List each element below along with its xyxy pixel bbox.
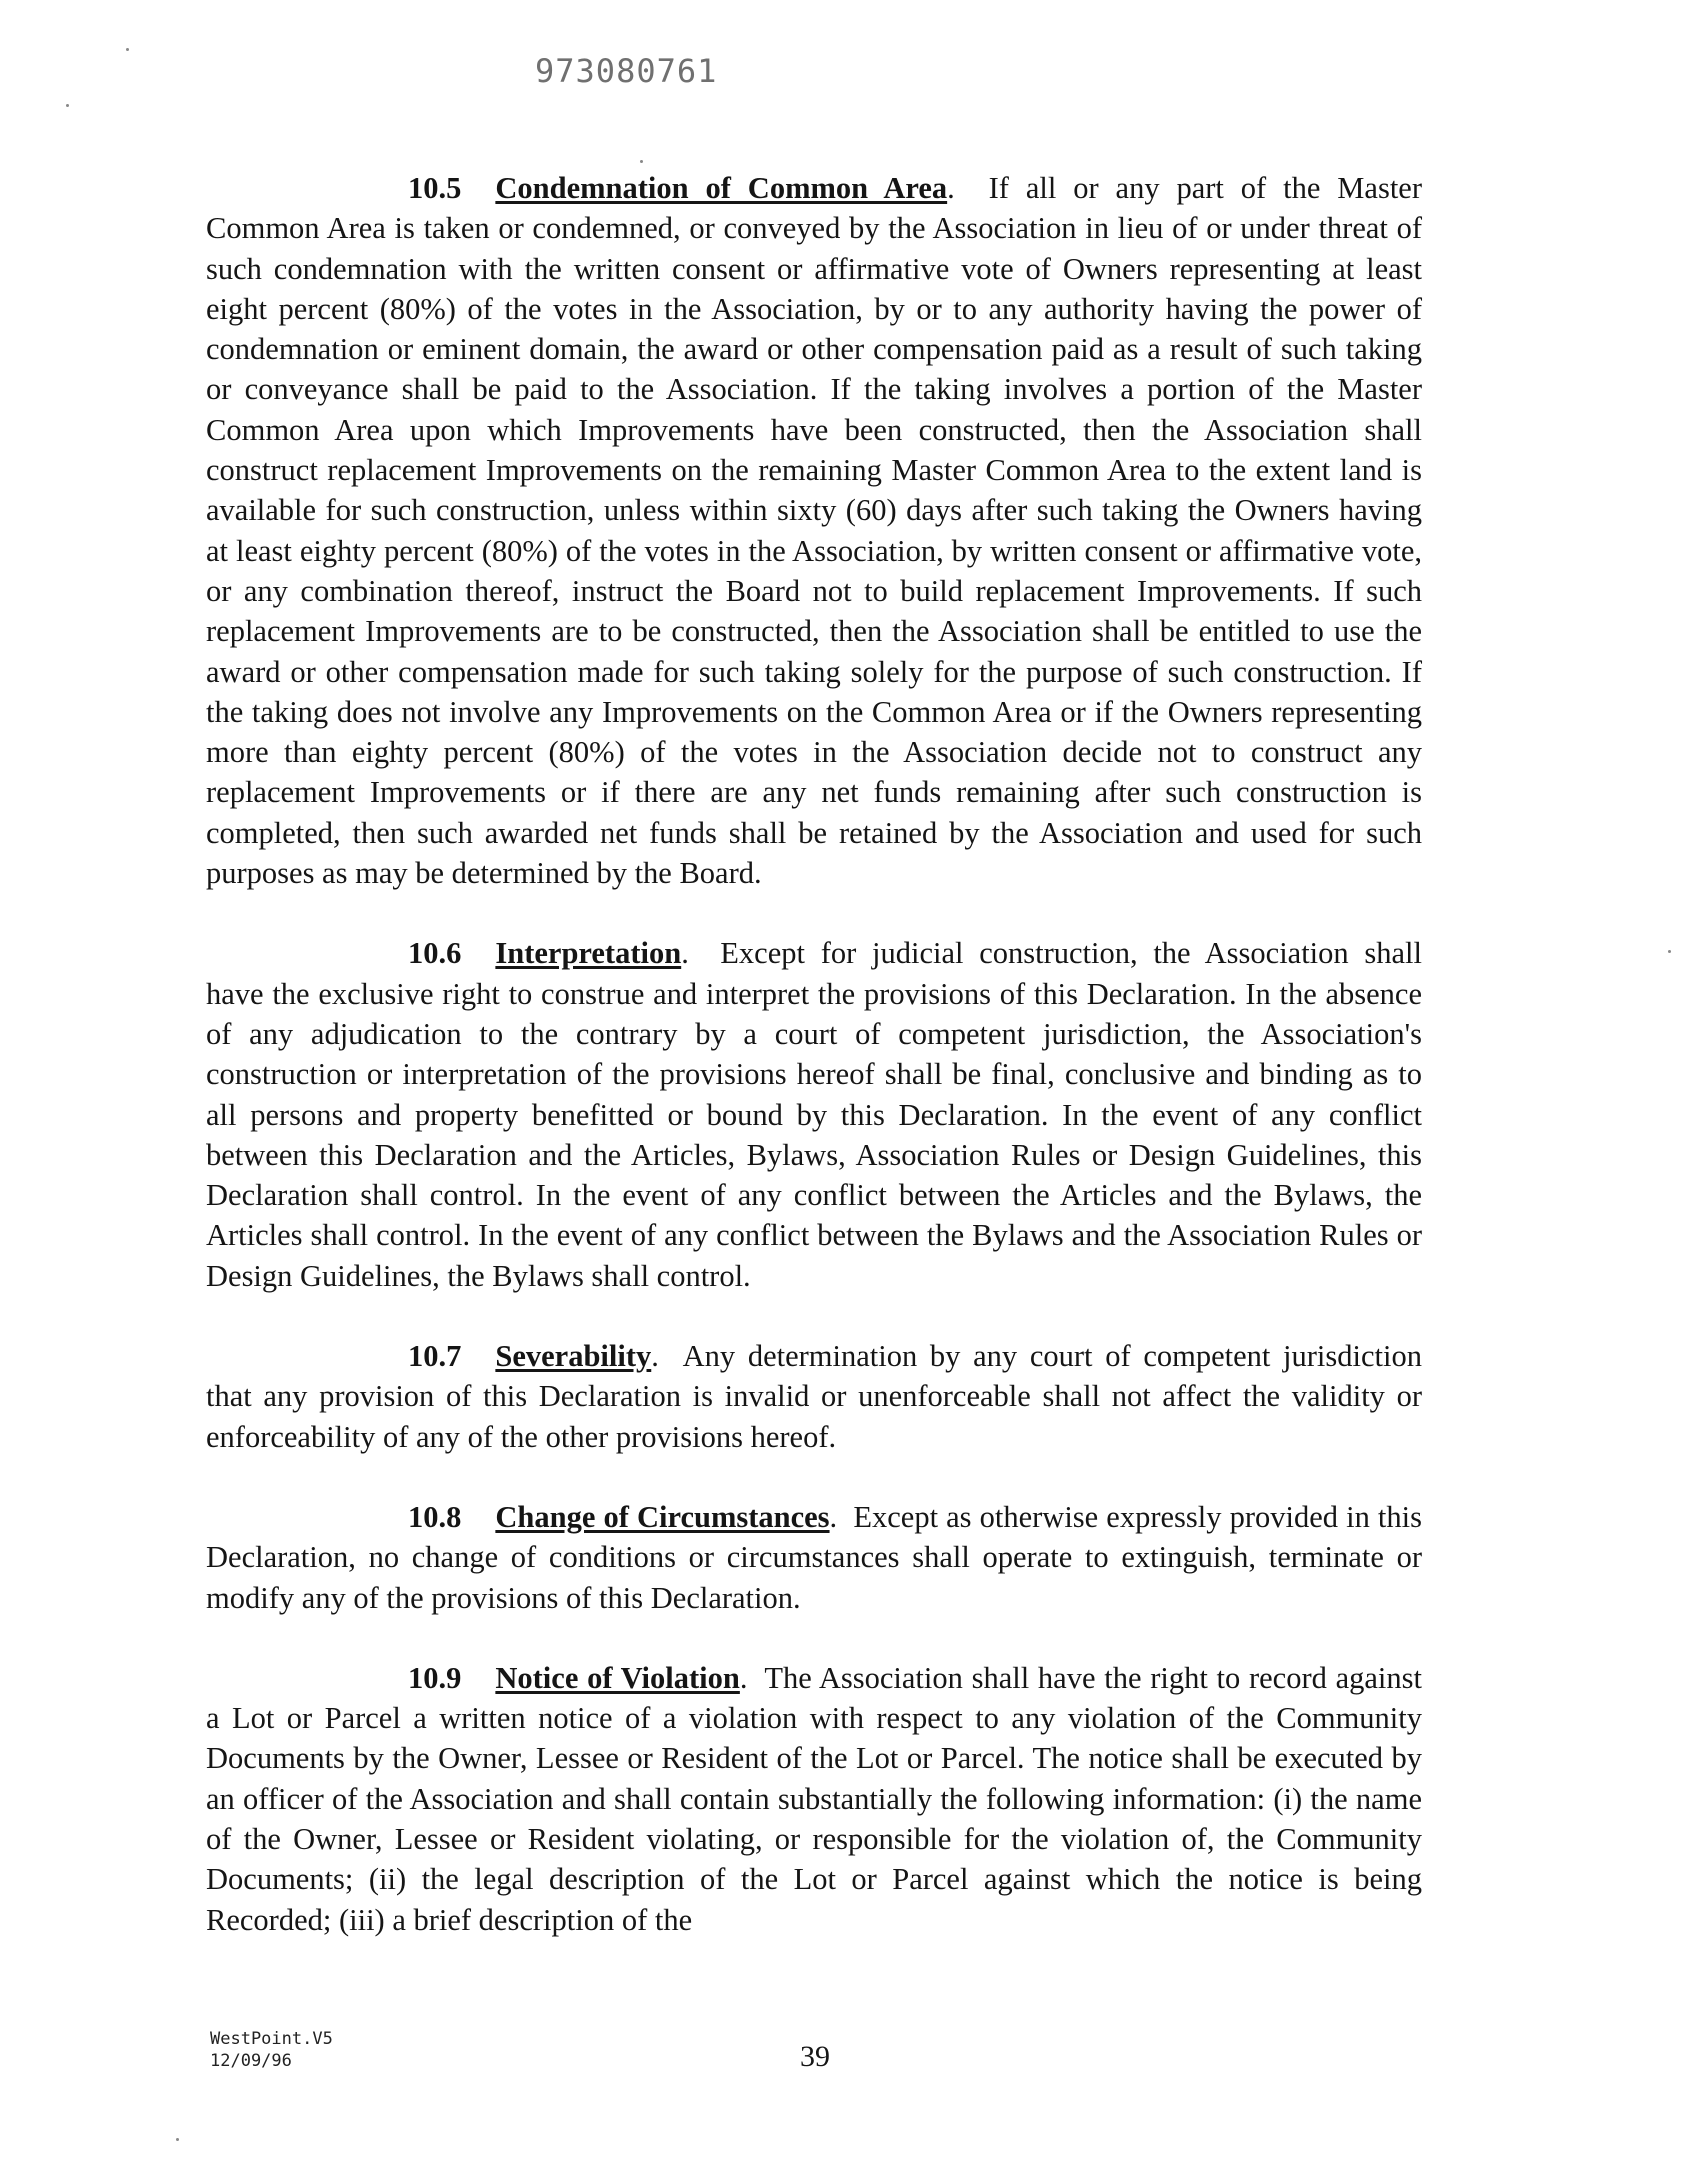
section-number: 10.7 xyxy=(408,1339,462,1374)
section-number: 10.8 xyxy=(408,1499,462,1534)
footer-file-name: WestPoint.V5 xyxy=(210,2029,333,2049)
page-number: 39 xyxy=(800,2040,830,2073)
document-number-stamp: 973080761 xyxy=(535,52,718,90)
section-10-9: 10.9 Notice of Violation. The Association shall have the right to record against a Lot or Parcel a written notice of a violation with respect to any violation of the Community Documents by the Owner, Lessee or Resident of the Lot or Parcel. The notice shall be executed by an officer of the Association and shall contain substantially the following information: (i) the name of the Owner, Lessee or Resident violating, or responsible for the violation of, the Community Documents; (ii) the legal description of the Lot or Parcel against which the notice is being Recorded; (iii) a brief description of the xyxy=(206,1658,1422,1940)
section-title: Condemnation of Common Area xyxy=(495,171,948,205)
footer-file-info xyxy=(210,2028,333,2072)
section-text: Any determination by any court of competent jurisdiction that any provision of this Declaration is invalid or unenforceable shall not affect the validity or enforceability of any of the other provisions hereof. xyxy=(206,1339,1422,1454)
scan-speck xyxy=(1668,950,1671,953)
section-title: Change of Circumstances xyxy=(495,1499,830,1534)
section-text: Except for judicial construction, the Association shall have the exclusive right to construe and interpret the provisions of this Declaration. In the absence of any adjudication to the contrary by a court of competent jurisdiction, the Association's construction or interpretation of the provisions hereof shall be final, conclusive and binding as to all persons and property benefitted or bound by this Declaration. In the event of any conflict between this Declaration and the Articles, Bylaws, Association Rules or Design Guidelines, this Declaration shall control. In the event of any conflict between the Articles and the Bylaws, the Articles shall control. In the event of any conflict between the Bylaws and the Association Rules or Design Guidelines, the Bylaws shall control. xyxy=(206,936,1422,1293)
footer-date: 12/09/96 xyxy=(210,2051,292,2071)
section-title: Interpretation xyxy=(495,936,682,971)
scan-speck xyxy=(640,160,643,163)
scan-speck xyxy=(66,104,69,107)
section-number: 10.9 xyxy=(408,1660,462,1695)
section-text: Except as otherwise expressly provided in this Declaration, no change of conditions or circumstances shall operate to extinguish, terminate or modify any of the provisions of this Declaration. xyxy=(206,1499,1422,1615)
section-title: Notice of Violation xyxy=(495,1660,740,1695)
section-text: The Association shall have the right to record against a Lot or Parcel a written notice of a violation with respect to any violation of the Community Documents by the Owner, Lessee or Resident of the Lot or Parcel. The notice shall be executed by an officer of the Association and shall contain substantially the following information: (i) the name of the Owner, Lessee or Resident violating, or responsible for the violation of, the Community Documents; (ii) the legal description of the Lot or Parcel against which the notice is being Recorded; (iii) a brief description of the xyxy=(206,1660,1422,1937)
scan-speck xyxy=(126,48,129,51)
document-body xyxy=(206,168,1422,1940)
section-10-5: 10.5 Condemnation of Common Area. If all or any part of the Master Common Area is taken or condemned, or conveyed by the Association in lieu of or under threat of such condemnation with the written consent or affirmative vote of Owners representing at least eight percent (80%) of the votes in the Association, by or to any authority having the power of condemnation or eminent domain, the award or other compensation paid as a result of such taking or conveyance shall be paid to the Association. If the taking involves a portion of the Master Common Area upon which Improvements have been constructed, then the Association shall construct replacement Improvements on the remaining Master Common Area to the extent land is available for such construction, unless within sixty (60) days after such taking the Owners having at least eighty percent (80%) of the votes in the Association, by written consent or affirmative vote, or any combination thereof, instruct the Board not to build replacement Improvements. If such replacement Improvements are to be constructed, then the Association shall be entitled to use the award or other compensation made for such taking solely for the purpose of such construction. If the taking does not involve any Improvements on the Common Area or if the Owners representing more than eighty percent (80%) of the votes in the Association decide not to construct any replacement Improvements or if there are any net funds remaining after such construction is completed, then such awarded net funds shall be retained by the Association and used for such purposes as may be determined by the Board. xyxy=(206,168,1422,893)
section-number: 10.5 xyxy=(408,171,462,205)
section-10-6: 10.6 Interpretation. Except for judicial construction, the Association shall have the exclusive right to construe and interpret the provisions of this Declaration. In the absence of any adjudication to the contrary by a court of competent jurisdiction, the Association's construction or interpretation of the provisions hereof shall be final, conclusive and binding as to all persons and property benefitted or bound by this Declaration. In the event of any conflict between this Declaration and the Articles, Bylaws, Association Rules or Design Guidelines, this Declaration shall control. In the event of any conflict between the Articles and the Bylaws, the Articles shall control. In the event of any conflict between the Bylaws and the Association Rules or Design Guidelines, the Bylaws shall control. xyxy=(206,933,1422,1296)
section-10-7: 10.7 Severability. Any determination by any court of competent jurisdiction that any provision of this Declaration is invalid or unenforceable shall not affect the validity or enforceability of any of the other provisions hereof. xyxy=(206,1336,1422,1457)
section-text: If all or any part of the Master Common Area is taken or condemned, or conveyed by the Association in lieu of or under threat of such condemnation with the written consent or affirmative vote of Owners representing at least eight percent (80%) of the votes in the Association, by or to any authority having the power of condemnation or eminent domain, the award or other compensation paid as a result of such taking or conveyance shall be paid to the Association. If the taking involves a portion of the Master Common Area upon which Improvements have been constructed, then the Association shall construct replacement Improvements on the remaining Master Common Area to the extent land is available for such construction, unless within sixty (60) days after such taking the Owners having at least eighty percent (80%) of the votes in the Association, by written consent or affirmative vote, or any combination thereof, instruct the Board not to build replacement Improvements. If such replacement Improvements are to be constructed, then the Association shall be entitled to use the award or other compensation made for such taking solely for the purpose of such construction. If the taking does not involve any Improvements on the Common Area or if the Owners representing more than eighty percent (80%) of the votes in the Association decide not to construct any replacement Improvements or if there are any net funds remaining after such construction is completed, then such awarded net funds shall be retained by the Association and used for such purposes as may be determined by the Board. xyxy=(206,171,1422,891)
section-title: Severability xyxy=(495,1339,652,1374)
section-number: 10.6 xyxy=(408,936,462,971)
section-10-8: 10.8 Change of Circumstances. Except as otherwise expressly provided in this Declaration, no change of conditions or circumstances shall operate to extinguish, terminate or modify any of the provisions of this Declaration. xyxy=(206,1497,1422,1618)
scan-speck xyxy=(176,2138,179,2141)
